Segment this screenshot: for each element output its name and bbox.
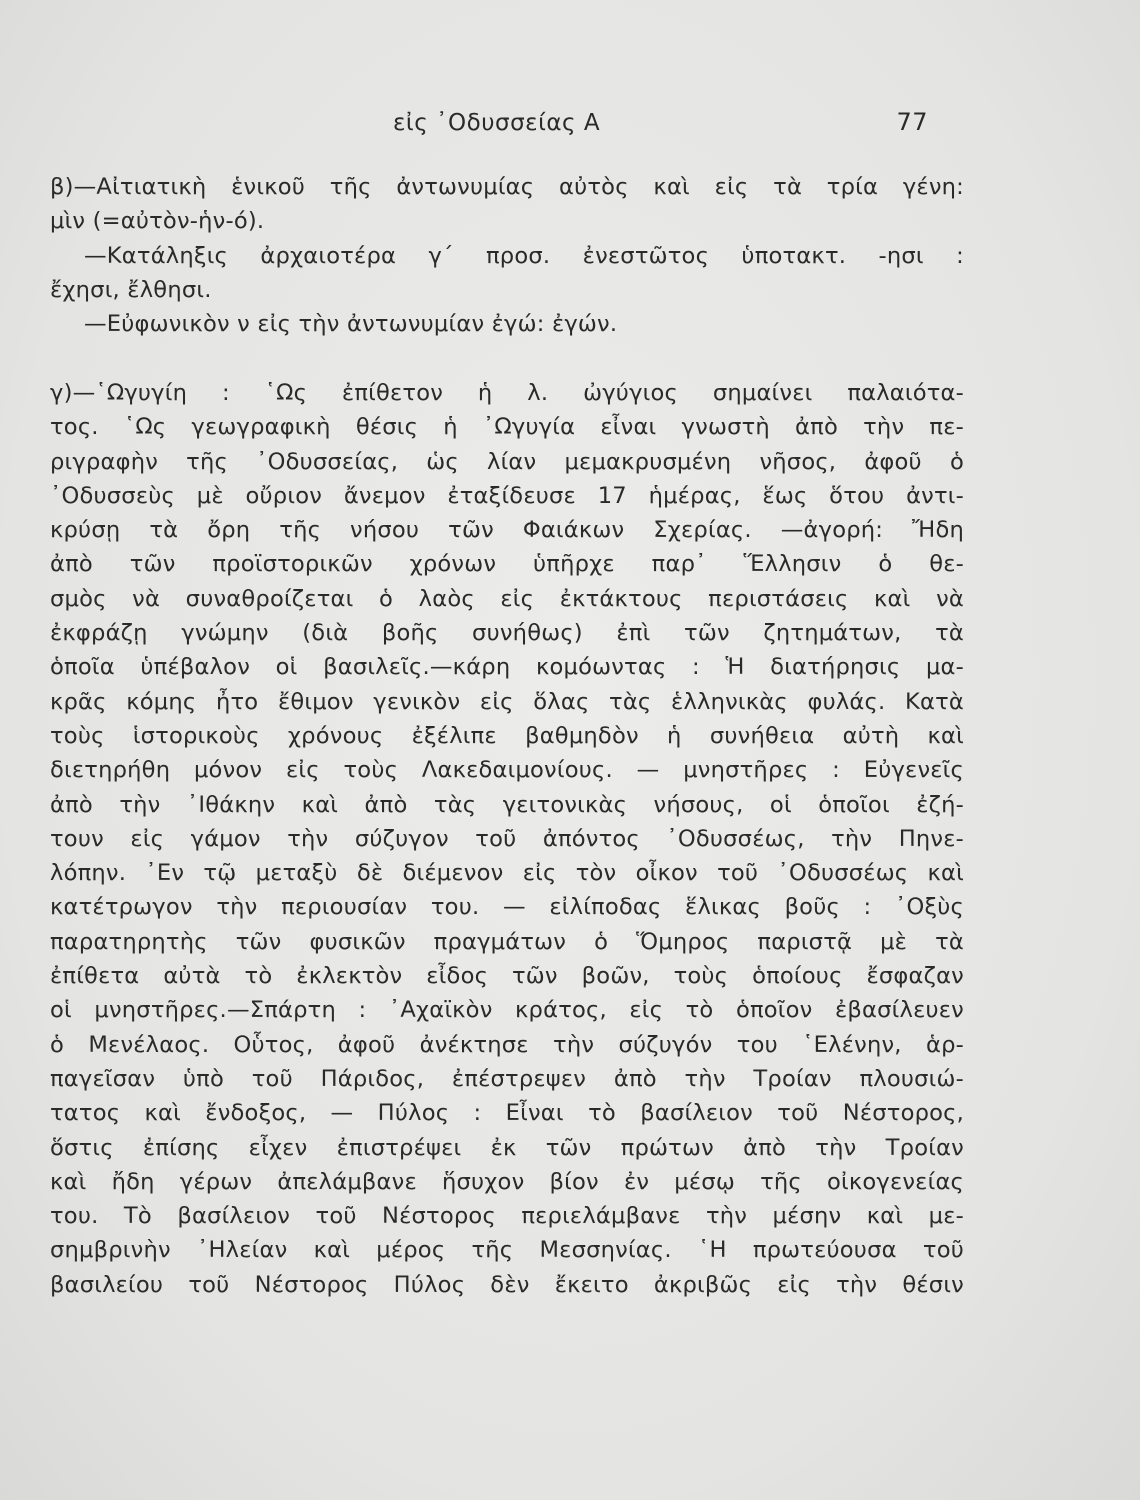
text-line: ἐκφράζῃ γνώμην (διὰ βοῆς συνήθως) ἐπὶ τῶν ζητημάτων, τὰ [50, 620, 964, 647]
text-line: —Εὐφωνικὸν ν εἰς τὴν ἀντωνυμίαν ἐγώ: ἐγών. [84, 311, 618, 338]
text-line: ᾿Οδυσσεὺς μὲ οὔριον ἄνεμον ἐταξίδευσε 17 ἡμέρας, ἕως ὅτου ἀντι- [50, 482, 964, 509]
text-line: παγεῖσαν ὑπὸ τοῦ Πάριδος, ἐπέστρεψεν ἀπὸ τὴν Τροίαν πλουσιώ- [50, 1065, 964, 1092]
text-line: παρατηρητὴς τῶν φυσικῶν πραγμάτων ὁ Ὅμηρος παριστᾷ μὲ τὰ [50, 928, 964, 955]
text-line: ἀπὸ τῶν προϊστορικῶν χρόνων ὑπῆρχε παρ᾿ Ἕλλησιν ὁ θε- [50, 551, 964, 578]
text-line: τουν εἰς γάμον τὴν σύζυγον τοῦ ἀπόντος ᾿Οδυσσέως, τὴν Πηνε- [50, 825, 964, 852]
text-line: γ)—῾Ωγυγίη : ῾Ως ἐπίθετον ἡ λ. ὠγύγιος σημαίνει παλαιότα- [50, 380, 964, 406]
text-line: λόπην. ᾿Εν τῷ μεταξὺ δὲ διέμενον εἰς τὸν οἶκον τοῦ ᾿Οδυσσέως καὶ [50, 860, 964, 887]
commentary-section-gamma [50, 376, 964, 1302]
page-header [48, 110, 928, 144]
text-line: κρύσῃ τὰ ὄρη τῆς νήσου τῶν Φαιάκων Σχερίας. —ἀγορή: Ἤδη [50, 517, 964, 544]
text-line: τος. ῾Ως γεωγραφικὴ θέσις ἡ ᾿Ωγυγία εἶναι γνωστὴ ἀπὸ τὴν πε- [50, 414, 964, 441]
text-line: τοὺς ἱστορικοὺς χρόνους ἐξέλιπε βαθμηδὸν ἡ συνήθεια αὐτὴ καὶ [50, 722, 964, 749]
text-line: οἱ μνηστῆρες.—Σπάρτη : ᾿Αχαϊκὸν κράτος, εἰς τὸ ὁποῖον ἐβασίλευεν [50, 997, 964, 1024]
text-line: καὶ ἤδη γέρων ἀπελάμβανε ἥσυχον βίον ἐν μέσῳ τῆς οἰκογενείας [50, 1168, 964, 1195]
text-line: β)—Αἰτιατικὴ ἑνικοῦ τῆς ἀντωνυμίας αὐτὸς καὶ εἰς τὰ τρία γένη: [50, 174, 964, 200]
text-line: σημβρινὴν ᾿Ηλείαν καὶ μέρος τῆς Μεσσηνίας. ῾Η πρωτεύουσα τοῦ [50, 1237, 964, 1264]
text-line: ἀπὸ τὴν ᾿Ιθάκην καὶ ἀπὸ τὰς γειτονικὰς νήσους, οἱ ὁποῖοι ἐζή- [50, 791, 964, 818]
text-line: τατος καὶ ἔνδοξος, — Πύλος : Εἶναι τὸ βασίλειον τοῦ Νέστορος, [50, 1100, 964, 1127]
text-line: ἐπίθετα αὐτὰ τὸ ἐκλεκτὸν εἶδος τῶν βοῶν, τοὺς ὁποίους ἔσφαζαν [50, 963, 964, 990]
text-line: μὶν (=αὐτὸν-ἡν-ό). [50, 208, 265, 235]
text-line: του. Τὸ βασίλειον τοῦ Νέστορος περιελάμβανε τὴν μέσην καὶ με- [50, 1203, 964, 1230]
running-title: εἰς ᾿Οδυσσείας Α [393, 110, 601, 136]
text-line: ἔχησι, ἔλθησι. [50, 276, 212, 303]
text-line: —Κατάληξις ἀρχαιοτέρα γ΄ προσ. ἐνεστῶτος ὑποτακτ. -ησι : [84, 242, 964, 269]
text-line: ὅστις ἐπίσης εἶχεν ἐπιστρέψει ἐκ τῶν πρώτων ἀπὸ τὴν Τροίαν [50, 1134, 964, 1161]
text-line: διετηρήθη μόνον εἰς τοὺς Λακεδαιμονίους. — μνηστῆρες : Εὐγενεῖς [50, 757, 964, 784]
text-line: κατέτρωγον τὴν περιουσίαν του. — εἰλίποδας ἕλικας βοῦς : ᾿Οξὺς [50, 894, 964, 921]
text-line: κρᾶς κόμης ἦτο ἔθιμον γενικὸν εἰς ὅλας τὰς ἑλληνικὰς φυλάς. Κατὰ [50, 688, 964, 715]
text-line: ριγραφὴν τῆς ᾿Οδυσσείας, ὡς λίαν μεμακρυσμένη νῆσος, ἀφοῦ ὁ [50, 448, 964, 475]
text-line: ὁποῖα ὑπέβαλον οἱ βασιλεῖς.—κάρη κομόωντας : Ἡ διατήρησις μα- [50, 654, 964, 681]
text-line: βασιλείου τοῦ Νέστορος Πύλος δὲν ἔκειτο ἀκριβῶς εἰς τὴν θέσιν [50, 1271, 964, 1298]
text-line: σμὸς νὰ συναθροίζεται ὁ λαὸς εἰς ἐκτάκτους περιστάσεις καὶ νὰ [50, 585, 964, 612]
commentary-section-beta [50, 170, 964, 341]
page-number: 77 [896, 108, 928, 136]
text-line: ὁ Μενέλαος. Οὗτος, ἀφοῦ ἀνέκτησε τὴν σύζυγόν του ῾Ελένην, ἁρ- [50, 1031, 964, 1058]
